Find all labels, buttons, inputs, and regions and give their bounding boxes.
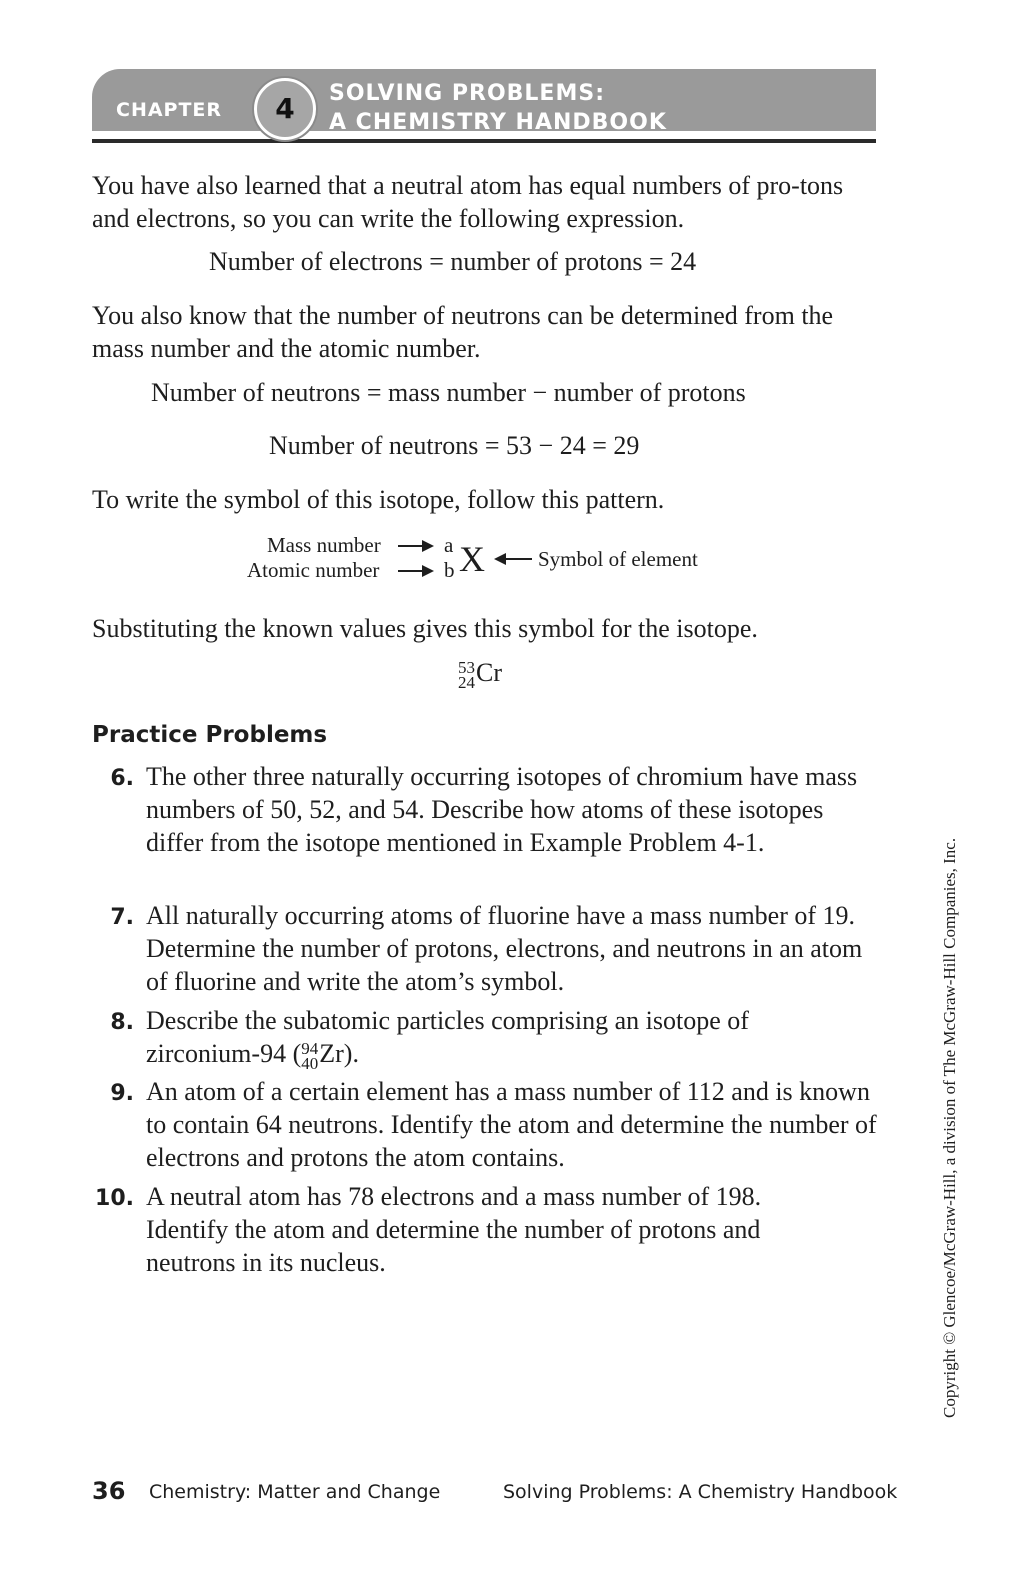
equation-neutrons-values: Number of neutrons = 53 − 24 = 29 xyxy=(269,431,640,460)
problem-text-before: Describe the subatomic particles comprising an isotope of zirconium-94 ( xyxy=(146,1006,749,1068)
isotope-numbers xyxy=(458,658,475,693)
arrow-head-symbol xyxy=(494,553,506,565)
problem-text: The other three naturally occurring isotopes of chromium have mass numbers of 50, 52, and 54. Describe how atoms of these isotopes differ from the isotope mentioned in Example Problem 4-1. xyxy=(146,762,858,857)
equation-electrons: Number of electrons = number of protons = 24 xyxy=(209,247,697,276)
footer-section-title: Solving Problems: A Chemistry Handbook xyxy=(503,1481,898,1503)
chapter-title-line1: SOLVING PROBLEMS: xyxy=(329,81,605,106)
superscript-a: a xyxy=(444,533,454,557)
problem-number: 9. xyxy=(110,1081,134,1106)
arrow-atomic xyxy=(398,570,422,572)
arrow-mass xyxy=(398,545,422,547)
problem-text-after: ). xyxy=(343,1039,359,1068)
problem-text: A neutral atom has 78 electrons and a mass number of 198. Identify the atom and determine the number of protons and neutrons in its nucleus. xyxy=(146,1182,762,1277)
mass-number-label: Mass number xyxy=(267,533,381,557)
page-number: 36 xyxy=(92,1477,126,1505)
problem-number: 10. xyxy=(95,1186,134,1211)
paragraph-symbol-pattern: To write the symbol of this isotope, follow this pattern. xyxy=(92,485,665,514)
paragraph-neutral-atom: You have also learned that a neutral atom has equal numbers of pro-tons and electrons, so you can write the following expression. xyxy=(92,171,844,233)
chapter-title-line2: A CHEMISTRY HANDBOOK xyxy=(329,110,667,135)
atomic-number-label: Atomic number xyxy=(247,558,380,582)
arrow-head-atomic xyxy=(422,565,434,577)
copyright-notice: Copyright © Glencoe/McGraw-Hill, a division of The McGraw-Hill Companies, Inc. xyxy=(940,837,959,1418)
arrow-head-mass xyxy=(422,540,434,552)
chapter-title xyxy=(329,79,667,137)
paragraph-neutrons: You also know that the number of neutrons can be determined from the mass number and the atomic number. xyxy=(92,301,834,363)
equation-neutrons-general: Number of neutrons = mass number − number of protons xyxy=(151,378,746,407)
isotope-symbol-cr xyxy=(458,656,502,693)
isotope-mass-number: 53 xyxy=(458,658,475,678)
problem-text xyxy=(146,1004,826,1074)
isotope-atomic-number: 24 xyxy=(458,673,475,693)
zirconium-atomic-number: 40 xyxy=(301,1054,319,1074)
isotope-element-symbol: Cr xyxy=(476,658,502,687)
chapter-number: 4 xyxy=(275,92,295,125)
element-symbol-x: X xyxy=(459,539,485,579)
problem-number: 7. xyxy=(110,905,134,930)
practice-problems-heading: Practice Problems xyxy=(92,722,328,748)
problem-number: 8. xyxy=(110,1010,134,1035)
zirconium-symbol: Zr xyxy=(319,1039,344,1068)
subscript-b: b xyxy=(444,558,455,582)
symbol-of-element-label: Symbol of element xyxy=(538,547,698,571)
problem-text: An atom of a certain element has a mass number of 112 and is known to contain 64 neutrons. Identify the atom and determine the number of electrons and protons the atom contains. xyxy=(146,1077,877,1172)
paragraph-substituting: Substituting the known values gives this symbol for the isotope. xyxy=(92,614,758,643)
zirconium-numbers xyxy=(301,1039,319,1074)
footer-book-title: Chemistry: Matter and Change xyxy=(149,1481,441,1503)
problem-number: 6. xyxy=(110,766,134,791)
chapter-label: CHAPTER xyxy=(116,99,223,121)
problem-text: All naturally occurring atoms of fluorine have a mass number of 19. Determine the number of protons, electrons, and neutrons in an atom of fluorine and write the atom’s symbol. xyxy=(146,901,863,996)
chapter-number-badge xyxy=(254,78,316,140)
zirconium-mass-number: 94 xyxy=(301,1039,319,1059)
header-rule xyxy=(92,139,876,143)
arrow-symbol xyxy=(506,558,532,560)
chapter-header xyxy=(92,69,876,143)
